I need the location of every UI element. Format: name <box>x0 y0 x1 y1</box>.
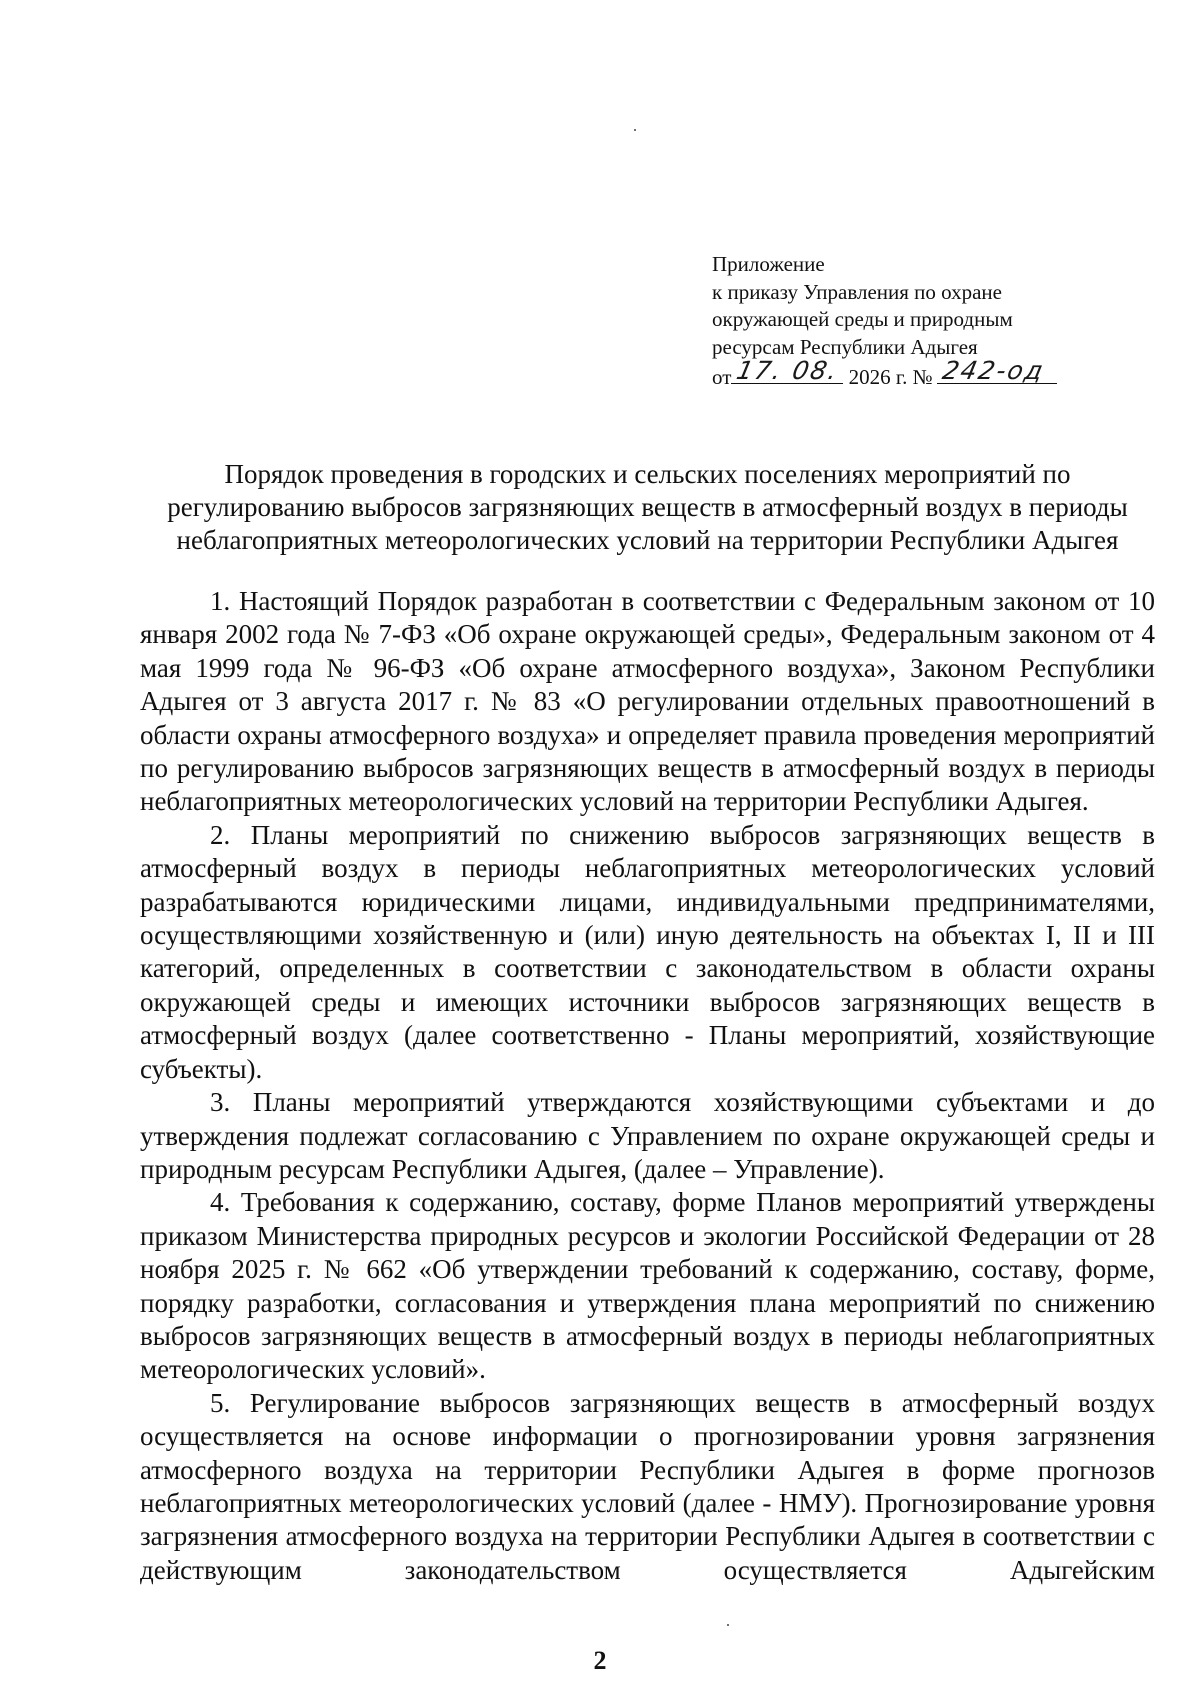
year-number-label: 2026 г. № <box>848 365 933 389</box>
paragraph-1: 1. Настоящий Порядок разработан в соответствии с Федеральным законом от 10 января 2002 года № 7-ФЗ «Об охране окружающей среды», Федеральным законом от 4 мая 1999 года № 96-ФЗ «Об охране атмосферного воздуха», Законом Республики Адыгея от 3 августа 2017 г. № 83 «О регулировании отдельных правоотношений в области охраны атмосферного воздуха» и определяет правила проведения мероприятий по регулированию выбросов загрязняющих веществ в атмосферный воздух в периоды неблагоприятных метеорологических условий на территории Республики Адыгея. <box>140 586 1155 817</box>
appendix-line-4: ресурсам Республики Адыгея <box>712 334 978 359</box>
paragraph-2: 2. Планы мероприятий по снижению выбросов загрязняющих веществ в атмосферный воздух в периоды неблагоприятных метеорологических условий разрабатываются юридическими лицами, индивидуальными предпринимателями, осуществляющими хозяйственную и (или) иную деятельность на объектах I, II и III категорий, определенных в соответствии с законодательством в области охраны окружающей среды и имеющих источники выбросов загрязняющих веществ в атмосферный воздух (далее соответственно - Планы мероприятий, хозяйствующие субъекты). <box>140 819 1155 1084</box>
handwritten-date: 17. 08. <box>734 355 843 385</box>
appendix-header <box>712 251 1132 392</box>
page-number: 2 <box>593 1646 607 1675</box>
appendix-line-3: окружающей среды и природным <box>712 307 1013 331</box>
appendix-date-line <box>712 355 1132 392</box>
appendix-line-2: к приказу Управления по охране <box>712 279 1002 304</box>
handwritten-number: 242-од <box>939 355 1048 385</box>
from-label: от <box>712 365 732 389</box>
appendix-line-1: Приложение <box>712 252 825 276</box>
paragraph-5: 5. Регулирование выбросов загрязняющих веществ в атмосферный воздух осуществляется на основе информации о прогнозировании уровня загрязнения атмосферного воздуха на территории Республики Адыгея в форме прогнозов неблагоприятных метеорологических условий (далее - НМУ). Прогнозирование уровня загрязнения атмосферного воздуха на территории Республики Адыгея в соответствии с действующим законодательством осуществляется Адыгейским <box>140 1387 1155 1585</box>
paragraph-4: 4. Требования к содержанию, составу, форме Планов мероприятий утверждены приказом Министерства природных ресурсов и экологии Российской Федерации от 28 ноября 2025 г. № 662 «Об утверждении требований к содержанию, составу, форме, порядку разработки, согласования и утверждения плана мероприятий по снижению выбросов загрязняющих веществ в атмосферный воздух в периоды неблагоприятных метеорологических условий». <box>140 1187 1155 1385</box>
scan-speck <box>634 129 636 131</box>
document-title: Порядок проведения в городских и сельских поселениях мероприятий по регулированию выбросов загрязняющих веществ в атмосферный воздух в периоды неблагоприятных метеорологических условий на территории Республики Адыгея <box>167 459 1128 555</box>
scan-speck <box>727 1624 729 1626</box>
paragraph-3: 3. Планы мероприятий утверждаются хозяйствующими субъектами и до утверждения подлежат согласованию с Управлением по охране окружающей среды и природным ресурсам Республики Адыгея, (далее – Управление). <box>140 1087 1155 1184</box>
number-field <box>937 355 1057 385</box>
date-field <box>731 355 843 385</box>
document-body <box>140 585 1155 1587</box>
